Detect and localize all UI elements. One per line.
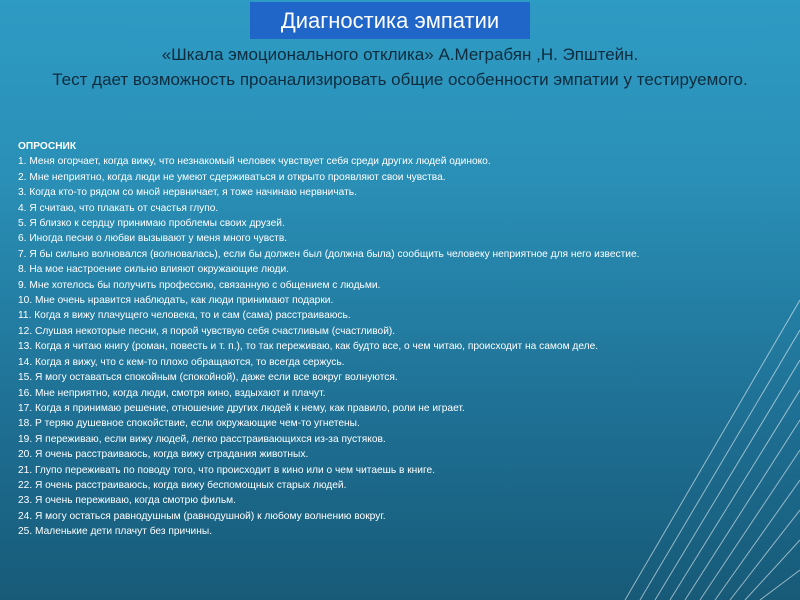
questionnaire-item: 9. Мне хотелось бы получить профессию, связанную с общением с людьми.	[18, 279, 381, 291]
questionnaire-item: 10. Мне очень нравится наблюдать, как люди принимают подарки.	[18, 295, 334, 307]
questionnaire-item: 4. Я считаю, что плакать от счастья глупо.	[18, 202, 219, 214]
questionnaire-item: 11. Когда я вижу плачущего человека, то и сам (сама) расстраиваюсь.	[18, 310, 351, 322]
questionnaire-item: 25. Маленькие дети плачут без причины.	[18, 526, 213, 538]
questionnaire-item: 12. Слушая некоторые песни, я порой чувствую себя счастливым (счастливой).	[18, 325, 396, 337]
questionnaire-item: 13. Когда я читаю книгу (роман, повесть и т. п.), то так переживаю, как будто все, о чем читаю, происходит на самом деле.	[18, 341, 599, 353]
questionnaire-item: 21. Глупо переживать по поводу того, что происходит в кино или о чем читаешь в книге.	[18, 464, 435, 476]
questionnaire-heading: ОПРОСНИК	[18, 141, 77, 152]
subtitle-line-1: «Шкала эмоционального отклика» А.Меграбян ,Н. Эпштейн.	[161, 45, 639, 64]
slide-subtitle	[0, 42, 800, 92]
questionnaire	[18, 139, 798, 540]
questionnaire-item: 3. Когда кто-то рядом со мной нервничает, я тоже начинаю нервничать.	[18, 187, 357, 199]
questionnaire-item: 23. Я очень переживаю, когда смотрю фильм.	[18, 495, 236, 507]
questionnaire-item: 15. Я могу оставаться спокойным (спокойной), даже если все вокруг волнуются.	[18, 372, 398, 384]
questionnaire-item: 19. Я переживаю, если вижу людей, легко расстраивающихся из-за пустяков.	[18, 433, 386, 445]
questionnaire-item: 24. Я могу остаться равнодушным (равнодушной) к любому волнению вокруг.	[18, 510, 386, 522]
questionnaire-item: 14. Когда я вижу, что с кем-то плохо обращаются, то всегда сержусь.	[18, 356, 345, 368]
questionnaire-item: 2. Мне неприятно, когда люди не умеют сдерживаться и открыто проявляют свои чувства.	[18, 171, 446, 183]
questionnaire-item: 1. Меня огорчает, когда вижу, что незнакомый человек чувствует себя среди других людей одиноко.	[18, 156, 491, 168]
questionnaire-item: 17. Когда я принимаю решение, отношение других людей к нему, как правило, роли не играет.	[18, 402, 465, 414]
slide-title: Диагностика эмпатии	[250, 2, 530, 39]
questionnaire-item: 22. Я очень расстраиваюсь, когда вижу беспомощных старых людей.	[18, 479, 347, 491]
questionnaire-item: 16. Мне неприятно, когда люди, смотря кино, вздыхают и плачут.	[18, 387, 326, 399]
questionnaire-item: 8. На мое настроение сильно влияют окружающие люди.	[18, 264, 290, 276]
questionnaire-item: 6. Иногда песни о любви вызывают у меня много чувств.	[18, 233, 288, 245]
subtitle-line-2: Тест дает возможность проанализировать общие особенности эмпатии у тестируемого.	[52, 70, 748, 89]
questionnaire-item: 7. Я бы сильно волновался (волновалась), если бы должен был (должна была) сообщить человеку неприятное для него известие.	[18, 248, 640, 260]
questionnaire-item: 20. Я очень расстраиваюсь, когда вижу страдания животных.	[18, 449, 309, 461]
questionnaire-item: 5. Я близко к сердцу принимаю проблемы своих друзей.	[18, 218, 285, 230]
questionnaire-item: 18. Р теряю душевное спокойствие, если окружающие чем-то угнетены.	[18, 418, 360, 430]
